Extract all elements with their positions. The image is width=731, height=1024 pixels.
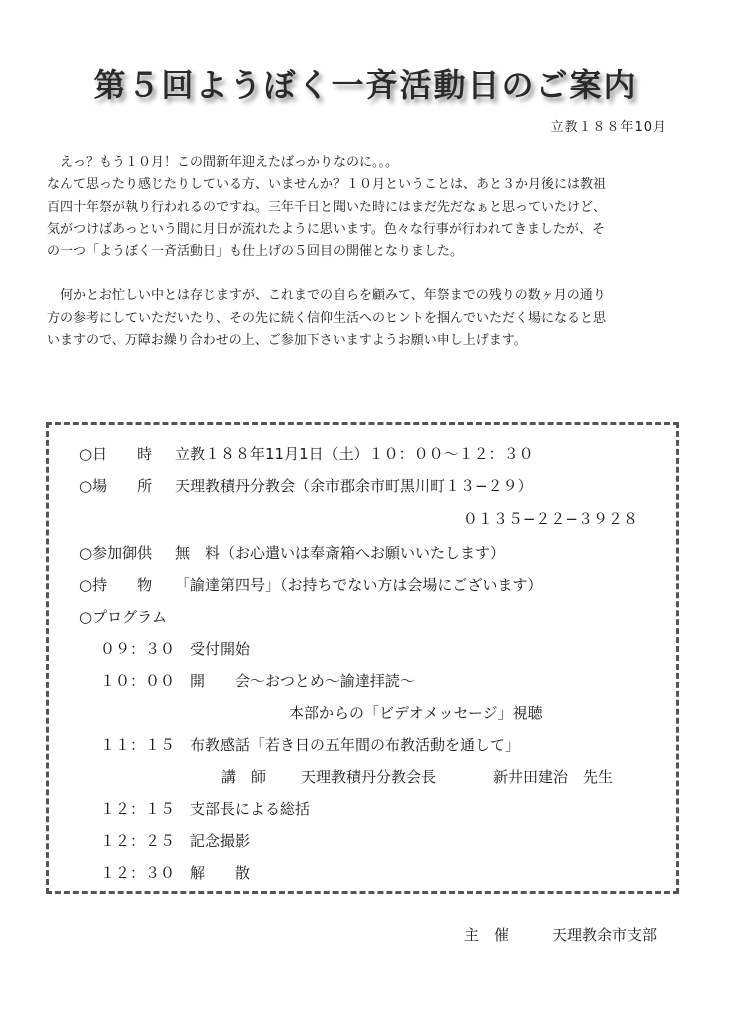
speaker-row <box>221 766 613 787</box>
program-time: １２：１５ <box>100 800 176 818</box>
speaker-org: 天理教積丹分教会長 <box>301 768 437 786</box>
document-title: 第５回ようぼく一斉活動日のご案内 <box>93 66 638 104</box>
organizer-name: 天理教余市支部 <box>552 926 658 944</box>
belongings-value: 「諭達第四号」（お持ちでない方は会場にございます） <box>175 576 543 594</box>
intro-line: 何かとお忙しい中とは存じますが、これまでの自らを顧みて、年祭までの残りの数ヶ月の通り <box>47 288 606 304</box>
program-time: １０：００ <box>100 672 176 690</box>
place-row <box>79 475 533 496</box>
phone-number: ０１３５−２２−３９２８ <box>462 510 638 528</box>
program-text: 支部長による総括 <box>190 800 311 818</box>
program-item <box>100 830 250 851</box>
program-item <box>100 798 310 819</box>
event-details-box <box>46 422 679 894</box>
program-label: ○プログラム <box>79 608 167 626</box>
datetime-label: ○日 時 <box>79 445 153 463</box>
place-value: 天理教積丹分教会（余市郡余市町黒川町１３−２９） <box>175 477 533 495</box>
program-text: 記念撮影 <box>190 832 251 850</box>
intro-text <box>47 152 687 352</box>
belongings-row <box>79 574 542 595</box>
program-text: 開 会～おつとめ～諭達拝読～ <box>190 672 415 690</box>
organizer-line <box>464 924 657 945</box>
program-continuation: 本部からの「ビデオメッセージ」視聴 <box>289 704 543 722</box>
program-text: 受付開始 <box>190 640 251 658</box>
intro-line: なんて思ったり感じたりしている方、いませんか？１０月ということは、あと３か月後には教祖 <box>47 177 607 193</box>
speaker-role: 講 師 <box>221 768 267 786</box>
program-time: １２：３０ <box>100 864 176 882</box>
speaker-name: 新井田建治 先生 <box>493 768 614 786</box>
intro-line: えっ？もう１０月！この間新年迎えたばっかりなのに。。。 <box>47 155 399 170</box>
program-time: ０９：３０ <box>100 640 176 658</box>
offering-value: 無 料（お心遣いは奉斎箱へお願いいたします） <box>175 544 506 562</box>
intro-line: の一つ「ようぼく一斉活動日」も仕上げの５回目の開催となりました。 <box>47 244 464 260</box>
program-text: 解 散 <box>190 864 251 882</box>
intro-line: 気がつけばあっという間に月日が流れたように思います。色々な行事が行われてきましたが、そ <box>47 221 605 237</box>
datetime-row <box>79 443 534 464</box>
offering-label: ○参加御供 <box>79 544 153 562</box>
program-item <box>100 734 520 755</box>
datetime-value: 立教１８８年11月1日（土）１０：００～１２：３０ <box>175 445 534 463</box>
program-item <box>100 862 250 883</box>
program-time: １２：２５ <box>100 832 176 850</box>
program-text: 布教感話「若き日の五年間の布教活動を通して」 <box>190 736 521 754</box>
organizer-label: 主 催 <box>464 926 510 944</box>
offering-row <box>79 542 505 563</box>
program-item <box>100 670 415 691</box>
belongings-label: ○持 物 <box>79 576 153 594</box>
intro-line: 百四十年祭が執り行われるのですね。三年千日と聞いた時にはまだ先だなぁと思っていたけど、 <box>47 199 607 215</box>
place-label: ○場 所 <box>79 477 153 495</box>
intro-line: 方の参考にしていただいたり、その先に続く信仰生活へのヒントを掴んでいただく場になると思 <box>47 310 607 326</box>
program-item <box>100 638 250 659</box>
intro-line: いますので、万障お繰り合わせの上、ご参加下さいますようお願い申し上げます。 <box>47 333 527 349</box>
program-time: １１：１５ <box>100 736 176 754</box>
issue-date: 立教１８８年10月 <box>550 120 667 135</box>
